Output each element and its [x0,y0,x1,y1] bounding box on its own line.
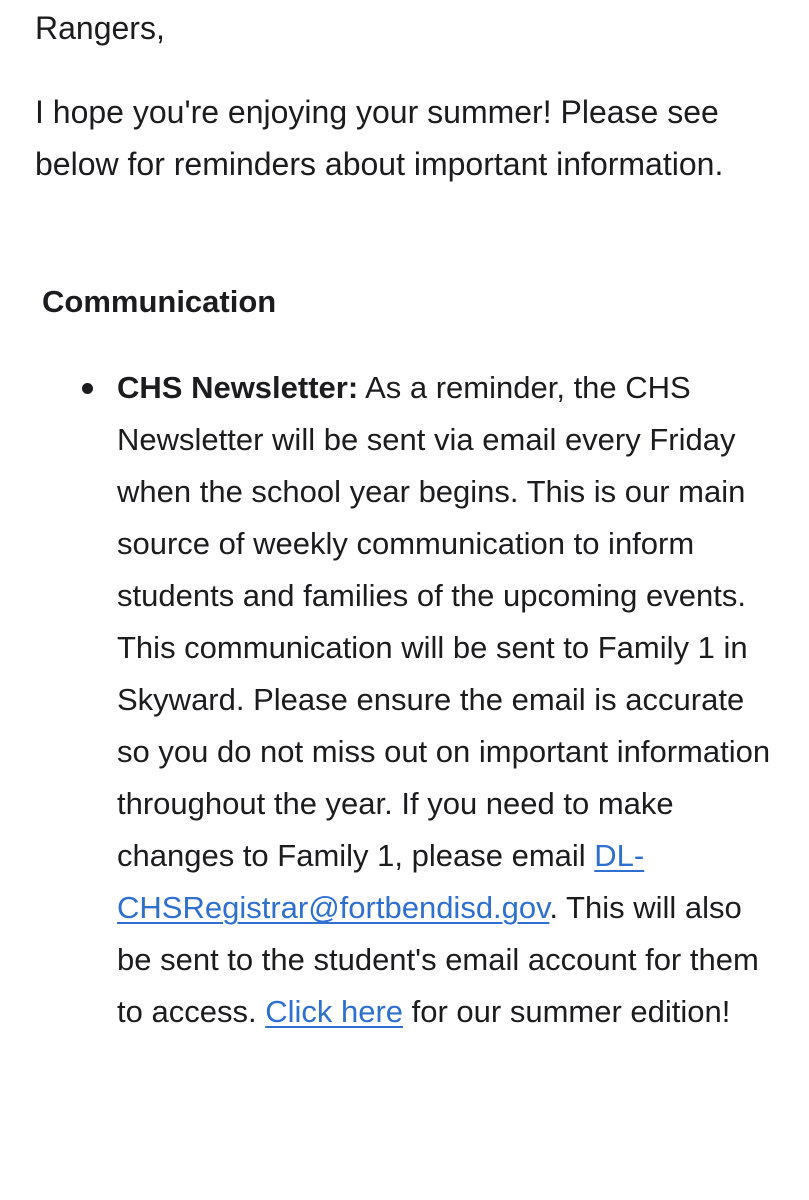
greeting: Rangers, [35,10,165,46]
intro-paragraph: I hope you're enjoying your summer! Please see below for reminders about important information. [35,94,724,182]
newsletter-label: CHS Newsletter: [117,370,359,405]
list-item-newsletter [0,362,777,1038]
click-here-link[interactable]: Click here [265,994,404,1029]
newsletter-text-1: As a reminder, the CHS Newsletter will be sent via email every Friday when the school year begins. This is our main source of weekly communication to inform students and families of the upcoming events. This communication will be sent to Family 1 in Skyward. Please ensure the email is accurate so you do not miss out on important information throughout the year. If you need to make changes to Family 1, please email [117,370,771,873]
newsletter-text-2: . This will also be sent to the student's email account for them to access. [117,890,759,1029]
section-heading-communication: Communication [42,284,277,319]
bullet-list [0,362,809,1038]
newsletter-text-3: for our summer edition! [403,994,731,1029]
bullet-dot-icon [82,383,93,394]
registrar-email-link[interactable]: DL-CHSRegistrar@fortbendisd.gov [117,838,645,925]
